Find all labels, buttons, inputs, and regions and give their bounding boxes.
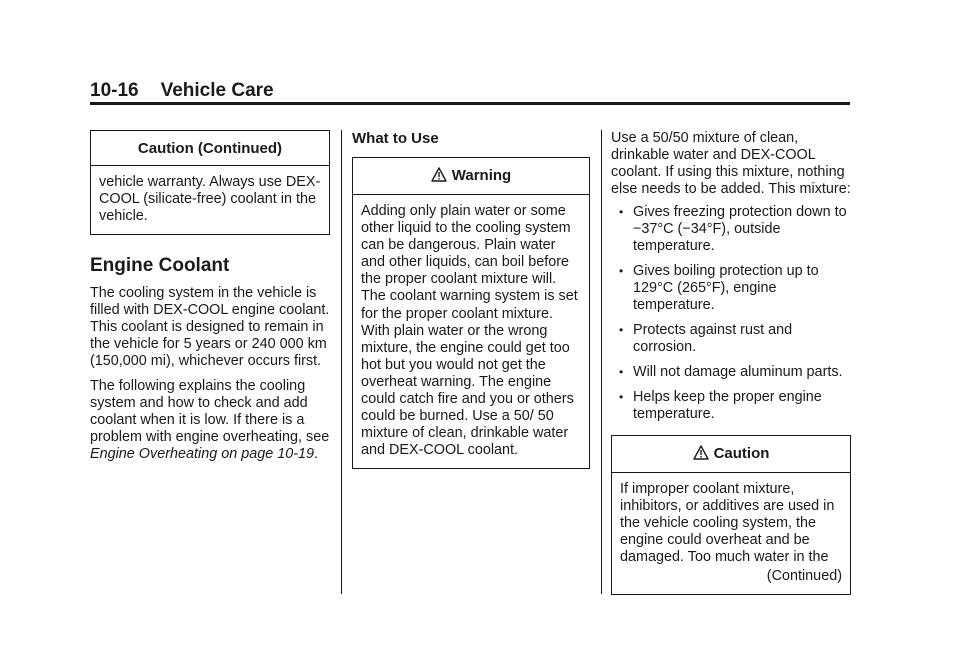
section-title: Vehicle Care: [160, 80, 274, 101]
caution-continued-title: Caution (Continued): [91, 131, 329, 166]
caution-title-row: [612, 436, 850, 473]
paragraph-explains-end: .: [314, 446, 319, 462]
caution-continued-box: [90, 130, 330, 235]
engine-overheating-link[interactable]: Engine Overheating on page 10-19: [90, 446, 315, 462]
column-3: [611, 130, 851, 595]
list-item: • Helps keep the proper engine temperature.: [619, 389, 822, 422]
bullet-glyph: •: [619, 205, 624, 219]
continued-label: (Continued): [766, 568, 842, 584]
paragraph-cooling-system: The cooling system in the vehicle is filled with DEX-COOL engine coolant. This coolant is designed to remain in the vehicle for 5 years or 240 000 km (150,000 mi), whichever occurs first.: [90, 285, 330, 369]
warning-body: Adding only plain water or some other liquid to the cooling system can be dangerous. Plain water and other liquids, can boil before the proper coolant mixture will. The coolant warning system is set for the proper coolant mixture. With plain water or the wrong mixture, the engine could get too hot but you would not get the overheat warning. The engine could catch fire and you or others could be burned. Use a 50/ 50 mixture of clean, drinkable water and DEX-COOL coolant.: [361, 203, 578, 459]
mixture-benefits-list: [611, 204, 851, 423]
paragraph-explains-text: The following explains the cooling system and how to check and add coolant when it is low. If there is a problem with engine overheating, see: [90, 378, 330, 445]
column-1: [90, 130, 330, 471]
column-divider-2: [601, 130, 602, 594]
list-item: • Protects against rust and corrosion.: [619, 322, 793, 355]
page-header: [90, 80, 274, 102]
bullet-glyph: •: [619, 264, 624, 278]
paragraph-explains: [90, 378, 330, 463]
header-rule: [90, 102, 850, 105]
what-to-use-heading: What to Use: [352, 130, 439, 147]
mixture-intro: Use a 50/50 mixture of clean, drinkable water and DEX-COOL coolant. If using this mixture, nothing else needs to be added. This mixture:: [611, 130, 851, 197]
caution-continued-body: vehicle warranty. Always use DEX-COOL (silicate-free) coolant in the vehicle.: [99, 174, 321, 224]
warning-title: Warning: [451, 167, 512, 184]
list-item: • Gives boiling protection up to 129°C (265°F), engine temperature.: [619, 263, 819, 313]
list-item: • Will not damage aluminum parts.: [619, 364, 843, 380]
column-2: [352, 130, 590, 469]
column-divider-1: [341, 130, 342, 594]
caution-title: Caution: [713, 445, 770, 462]
warning-triangle-icon: [431, 167, 447, 186]
list-item: • Gives freezing protection down to −37°C (−34°F), outside temperature.: [619, 204, 847, 254]
warning-title-row: [353, 158, 589, 195]
bullet-glyph: •: [619, 365, 624, 379]
section-heading: Engine Coolant: [90, 255, 230, 276]
caution-body: [612, 473, 850, 594]
caution-box: [611, 435, 851, 595]
caution-body-text: If improper coolant mixture, inhibitors, or additives are used in the vehicle cooling system, the engine could overheat and be damaged. Too much water in the: [620, 481, 835, 565]
warning-triangle-icon: [693, 445, 709, 464]
warning-box: [352, 157, 590, 469]
bullet-glyph: •: [619, 323, 624, 337]
bullet-glyph: •: [619, 390, 624, 404]
page-number: 10-16: [90, 80, 139, 101]
